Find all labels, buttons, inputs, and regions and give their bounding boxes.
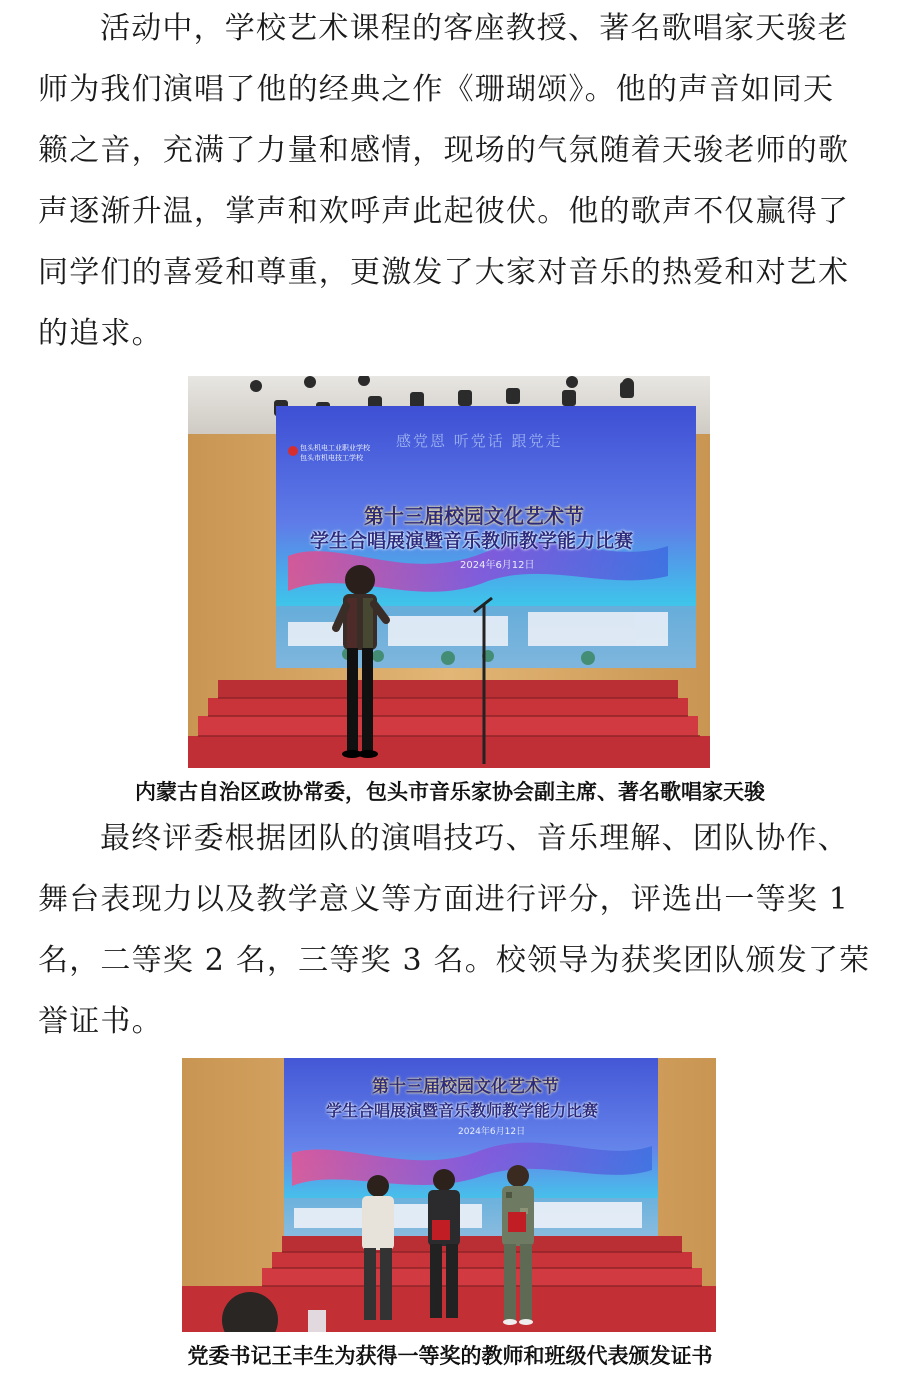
paragraph-singer-performance bbox=[38, 0, 868, 364]
banner-date: 2024年6月12日 bbox=[458, 1127, 526, 1137]
banner-slogan: 感党恩 听党话 跟党走 bbox=[396, 432, 563, 450]
banner-date: 2024年6月12日 bbox=[460, 560, 535, 571]
caption-singer: 内蒙古自治区政协常委，包头市音乐家协会副主席、著名歌唱家天骏 bbox=[135, 780, 765, 804]
paragraph-award-results bbox=[38, 808, 871, 1052]
caption-award: 党委书记王丰生为获得一等奖的教师和班级代表颁发证书 bbox=[187, 1344, 713, 1368]
banner-subtitle: 学生合唱展演暨音乐教师教学能力比赛 bbox=[310, 530, 634, 552]
text-line: 名，二等奖 2 名，三等奖 3 名。校领导为获奖团队颁发了荣 bbox=[38, 943, 871, 978]
text-line: 声逐渐升温，掌声和欢呼声此起彼伏。他的歌声不仅赢得了 bbox=[38, 194, 850, 229]
school-logo bbox=[288, 446, 298, 456]
text-line: 的追求。 bbox=[38, 316, 163, 351]
text-line: 师为我们演唱了他的经典之作《珊瑚颂》。他的声音如同天 bbox=[38, 72, 835, 107]
text-line: 誉证书。 bbox=[38, 1004, 163, 1039]
banner-title: 第十三届校园文化艺术节 bbox=[372, 1077, 559, 1097]
text-line: 活动中，学校艺术课程的客座教授、著名歌唱家天骏老 bbox=[100, 11, 849, 46]
school-name-line2: 包头市机电技工学校 bbox=[300, 454, 363, 462]
banner-subtitle: 学生合唱展演暨音乐教师教学能力比赛 bbox=[326, 1101, 599, 1120]
text-line: 舞台表现力以及教学意义等方面进行评分，评选出一等奖 1 bbox=[38, 882, 850, 917]
photo-singer-on-stage bbox=[188, 376, 710, 768]
school-name-line1: 包头机电工业职业学校 bbox=[300, 444, 370, 452]
text-line: 最终评委根据团队的演唱技巧、音乐理解、团队协作、 bbox=[100, 821, 849, 856]
text-line: 籁之音，充满了力量和感情，现场的气氛随着天骏老师的歌 bbox=[38, 133, 850, 168]
photo-award-ceremony bbox=[182, 1058, 716, 1332]
text-line: 同学们的喜爱和尊重，更激发了大家对音乐的热爱和对艺术 bbox=[38, 255, 850, 290]
banner-title: 第十三届校园文化艺术节 bbox=[364, 504, 584, 528]
